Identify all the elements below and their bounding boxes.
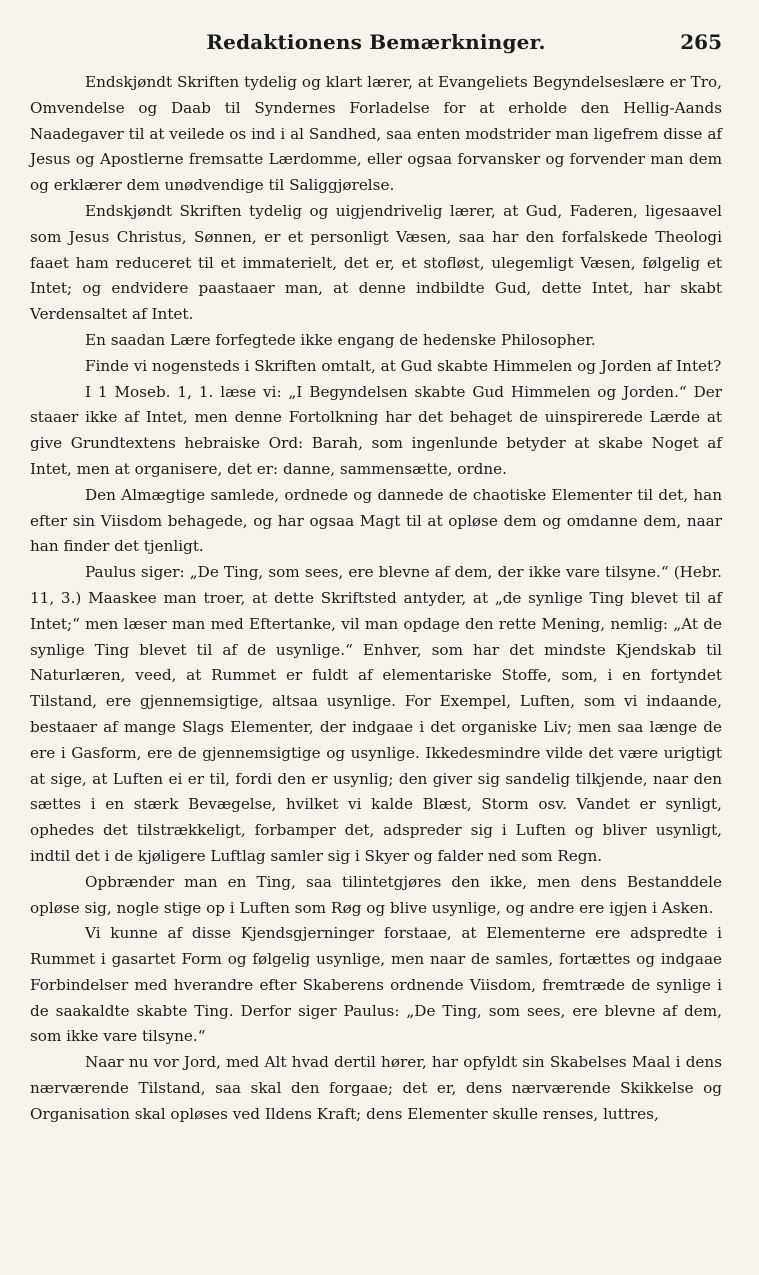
paragraph: Paulus siger: „De Ting, som sees, ere blevne af dem, der ikke vare tilsyne.“ (Hebr. 11, 3.) Maaskee man troer, at dette Skriftsted antyder, at „de synlige Ting blevet til af Intet;“ men læser man med Eftertanke, vil man opdage den rette Mening, nemlig: „At de synlige Ting blevet til af de usynlige.“ Enhver, som har det mindste Kjendskab til Naturlæren, veed, at Rummet er fuldt af elementariske Stoffe, som, i en fortyndet Tilstand, ere gjennemsigtige, altsaa usynlige. For Exempel, Luften, som vi indaande, bestaaer af mange Slags Elementer, der indgaae i det organiske Liv; men saa længe de ere i Gasform, ere de gjennemsigtige og usynlige. Ikkedesmindre vilde det være urigtigt at sige, at Luften ei er til, fordi den er usynlig; den giver sig sandelig tilkjende, naar den sættes i en stærk Bevægelse, hvilket vi kalde Blæst, Storm osv. Vandet er synligt, ophedes det tilstrækkeligt, forbamper det, adspreder sig i Luften og bliver usynligt, indtil det i de kjøligere Luftlag samler sig i Skyer og falder ned som Regn. xyxy=(30,563,722,865)
paragraph: Den Almægtige samlede, ordnede og dannede de chaotiske Elementer til det, han efter sin Viisdom behagede, og har ogsaa Magt til at opløse dem og omdanne dem, naar han finder det tjenligt. xyxy=(30,485,722,556)
running-title: Redaktionens Bemærkninger. xyxy=(206,30,546,54)
body-text xyxy=(30,70,722,1128)
paragraph: Vi kunne af disse Kjendsgjerninger forstaae, at Elementerne ere adspredte i Rummet i gasartet Form og følgelig usynlige, men naar de samles, fortættes og indgaae Forbindelser med hverandre efter Skaberens ordnende Viisdom, fremtræde de synlige i de saakaldte skabte Ting. Derfor siger Paulus: „De Ting, som sees, ere blevne af dem, som ikke vare tilsyne.“ xyxy=(30,924,722,1046)
paragraph: En saadan Lære forfegtede ikke engang de hedenske Philosopher. xyxy=(85,330,596,349)
paragraph: Opbrænder man en Ting, saa tilintetgjøres den ikke, men dens Bestanddele opløse sig, nogle stige op i Luften som Røg og blive usynlige, og andre ere igjen i Asken. xyxy=(30,872,722,917)
paragraph: Endskjøndt Skriften tydelig og uigjendrivelig lærer, at Gud, Faderen, ligesaavel som Jesus Christus, Sønnen, er et personligt Væsen, saa har den forfalskede Theologi faaet ham reduceret til et immaterielt, det er, et stofløst, ulegemligt Væsen, følgelig et Intet; og endvidere paastaaer man, at denne indbildte Gud, dette Intet, har skabt Verdensaltet af Intet. xyxy=(30,201,722,324)
paragraph: Endskjøndt Skriften tydelig og klart lærer, at Evangeliets Begyndelseslære er Tro, Omvendelse og Daab til Syndernes Forladelse for at erholde den Hellig-Aands Naadegaver til at veilede os ind i al Sandhed, saa enten modstrider man ligefrem disse af Jesus og Apostlerne fremsatte Lærdomme, eller ogsaa forvansker og forvender man dem og erklærer dem unødvendige til Saliggjørelse. xyxy=(30,73,722,195)
paragraph: I 1 Moseb. 1, 1. læse vi: „I Begyndelsen skabte Gud Himmelen og Jorden.“ Der staaer ikke af Intet, men denne Fortolkning har det behaget de uinspirerede Lærde at give Grundtextens hebraiske Ord: Barah, som ingenlunde betyder at skabe Noget af Intet, men at organisere, det er: danne, sammensætte, ordne. xyxy=(30,382,722,478)
page-number: 265 xyxy=(680,30,722,54)
paragraph: Finde vi nogensteds i Skriften omtalt, at Gud skabte Himmelen og Jorden af Intet? xyxy=(85,356,722,375)
paragraph: Naar nu vor Jord, med Alt hvad dertil hører, har opfyldt sin Skabelses Maal i dens nærværende Tilstand, saa skal den forgaae; det er, dens nærværende Skikkelse og Organisation skal opløses ved Ildens Kraft; dens Elementer skulle renses, luttres, xyxy=(30,1053,722,1123)
page-header xyxy=(30,30,722,60)
